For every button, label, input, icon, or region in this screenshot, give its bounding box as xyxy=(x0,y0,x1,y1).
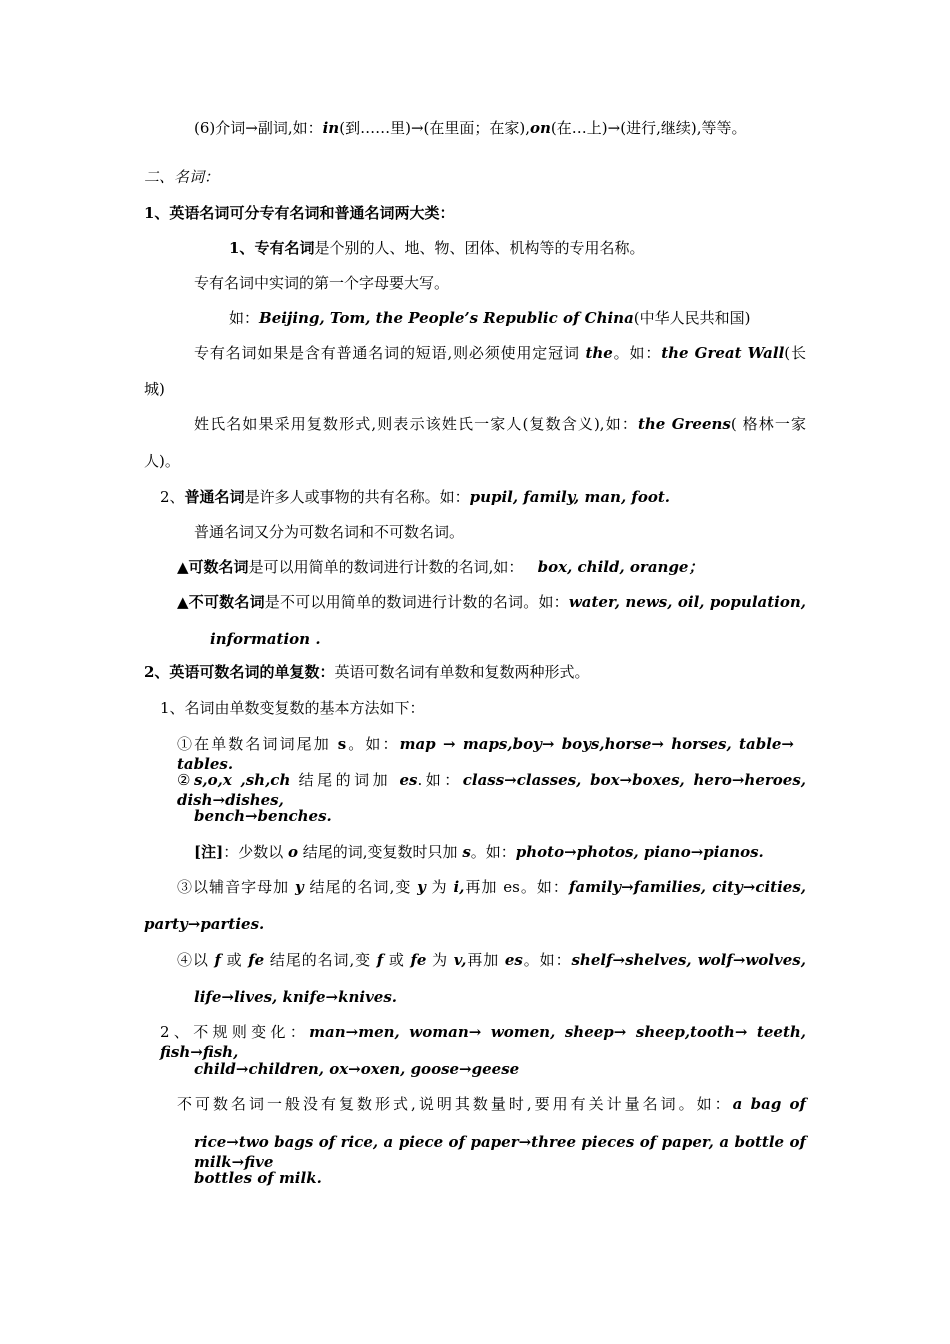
heading-noun-types: 1、英语名词可分专有名词和普通名词两大类： xyxy=(144,204,455,222)
irregular-plurals-cont: child→children, ox→oxen, goose→geese xyxy=(194,1060,520,1078)
rule-f-fe-ending-cont: life→lives, knife→knives. xyxy=(194,988,397,1006)
irregular-plurals: 2、不规则变化：man→men, woman→ women, sheep→ sheep,tooth→ teeth, fish→fish, xyxy=(160,1023,807,1061)
countable-noun-definition: ▲可数名词是可以用简单的数词进行计数的名词,如： box, child, orange； xyxy=(177,558,704,576)
rule-add-s: ①在单数名词词尾加 s。如：map → maps,boy→ boys,horse→ horses, table→ tables. xyxy=(177,735,794,773)
proper-noun-example: 如：Beijing, Tom, the People’s Republic of China(中华人民共和国) xyxy=(229,309,751,327)
proper-noun-article-rule-cont: 城) xyxy=(144,380,165,398)
uncountable-measure-words-cont2: bottles of milk. xyxy=(194,1169,322,1187)
proper-noun-capitalize: 专有名词中实词的第一个字母要大写。 xyxy=(194,274,450,292)
rule-add-es: ②s,o,x ,sh,ch 结尾的词加 es.如：class→classes, box→boxes, hero→heroes, dish→dishes, xyxy=(177,771,806,809)
surname-plural-rule-cont: 人)。 xyxy=(144,452,180,470)
section-title-nouns: 二、名词： xyxy=(144,168,220,186)
rule-consonant-y-cont: party→parties. xyxy=(144,915,265,933)
common-noun-definition: 2、普通名词是许多人或事物的共有名称。如：pupil, family, man, foot. xyxy=(160,488,671,506)
plural-basic-methods: 1、名词由单数变复数的基本方法如下： xyxy=(160,699,425,717)
common-noun-subtypes: 普通名词又分为可数名词和不可数名词。 xyxy=(194,523,465,541)
uncountable-noun-definition: ▲不可数名词是不可以用简单的数词进行计数的名词。如：water, news, oil, population, xyxy=(177,593,806,611)
rule-consonant-y: ③以辅音字母加 y 结尾的名词,变 y 为 i,再加 es。如：family→families, city→cities, xyxy=(177,878,806,896)
rule-add-es-cont: bench→benches. xyxy=(194,807,332,825)
rule-f-fe-ending: ④以 f 或 fe 结尾的名词,变 f 或 fe 为 v,再加 es。如：shelf→shelves, wolf→wolves, xyxy=(177,951,806,969)
heading-singular-plural: 2、英语可数名词的单复数：英语可数名词有单数和复数两种形式。 xyxy=(144,663,590,681)
uncountable-measure-words: 不可数名词一般没有复数形式,说明其数量时,要用有关计量名词。如：a bag of xyxy=(177,1095,806,1113)
proper-noun-definition: 1、专有名词是个别的人、地、物、团体、机构等的专用名称。 xyxy=(229,239,645,257)
uncountable-measure-words-cont: rice→two bags of rice, a piece of paper→three pieces of paper, a bottle of milk→five xyxy=(194,1133,806,1171)
line-prep-adverb: (6)介词→副词,如：in(到……里)→(在里面；在家),on(在…上)→(进行,继续),等等。 xyxy=(194,119,747,137)
uncountable-noun-definition-cont: information . xyxy=(210,630,321,648)
surname-plural-rule: 姓氏名如果采用复数形式,则表示该姓氏一家人(复数含义),如：the Greens( 格林一家 xyxy=(194,415,806,433)
rule-note-o-ending: [注]：少数以 o 结尾的词,变复数时只加 s。如：photo→photos, piano→pianos. xyxy=(194,843,764,861)
proper-noun-article-rule: 专有名词如果是含有普通名词的短语,则必须使用定冠词 the。如：the Great Wall(长 xyxy=(194,344,806,362)
